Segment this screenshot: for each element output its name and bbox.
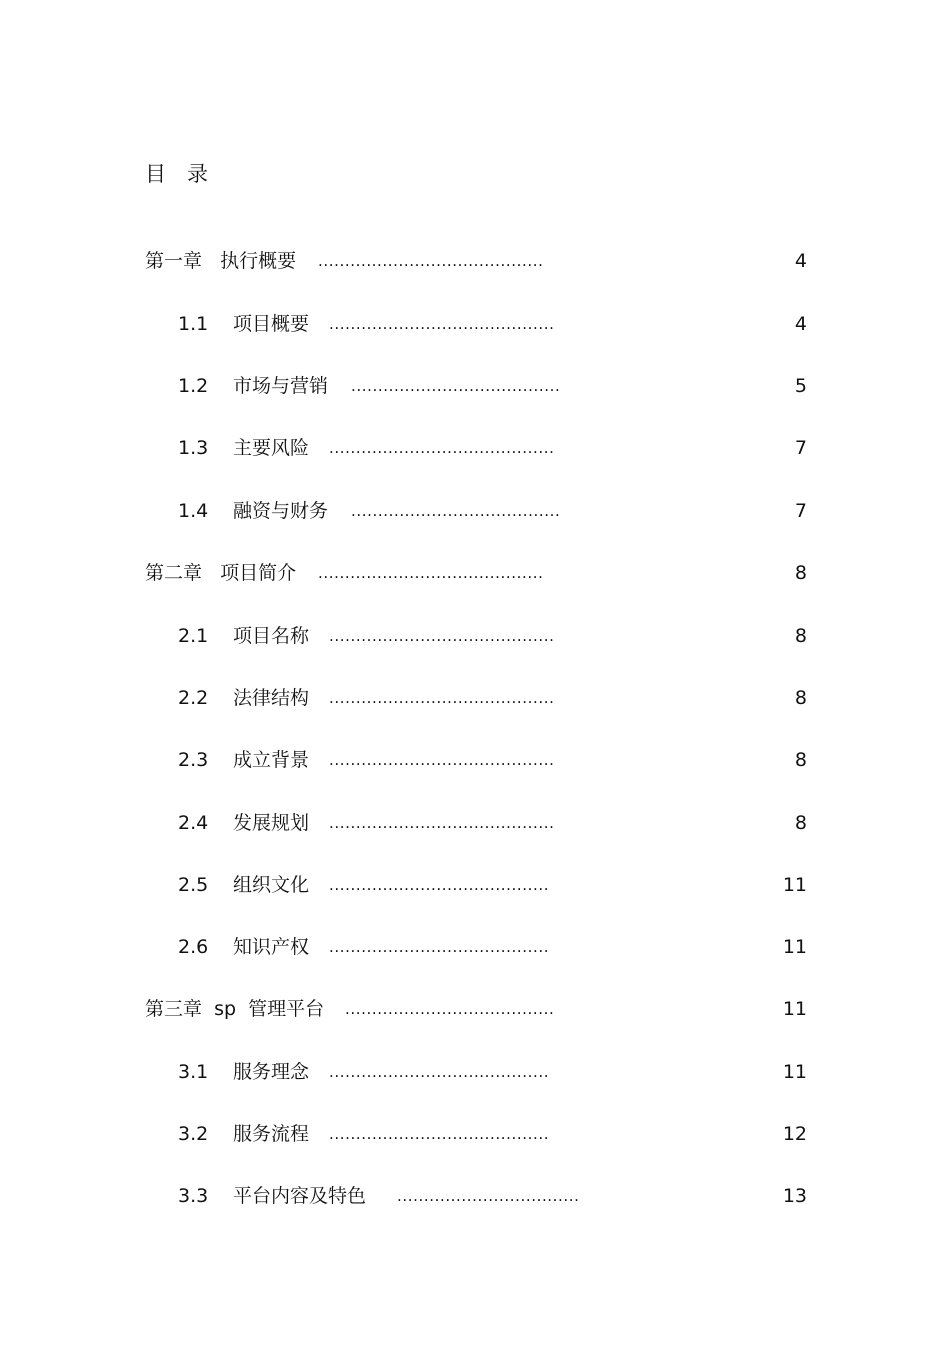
toc-entry-2-1[interactable] — [0, 621, 950, 651]
toc-section-number: 3.3 — [178, 1185, 209, 1207]
toc-page-number: 4 — [794, 250, 807, 272]
toc-entry-2-4[interactable] — [0, 808, 950, 838]
toc-page-number: 7 — [794, 437, 807, 459]
toc-leader-dots: ....................................... — [351, 502, 561, 520]
toc-page-number: 4 — [794, 313, 807, 335]
toc-entry-3-3[interactable] — [0, 1181, 950, 1211]
toc-leader-dots: .......................................... — [329, 627, 555, 645]
toc-page-number: 8 — [794, 562, 807, 584]
toc-entry-2-6[interactable] — [0, 932, 950, 962]
toc-entry-label: 项目名称 — [233, 625, 310, 647]
toc-entry-2-3[interactable] — [0, 745, 950, 775]
toc-section-number: 2.3 — [178, 749, 209, 771]
toc-leader-dots: ....................................... — [345, 1000, 555, 1018]
toc-entry-label: 服务理念 — [233, 1061, 310, 1083]
toc-entry-label: 组织文化 — [233, 874, 310, 896]
toc-entry-label: 市场与营销 — [233, 375, 329, 397]
toc-leader-dots: ......................................... — [329, 1063, 550, 1081]
toc-entry-1-2[interactable] — [0, 371, 950, 401]
toc-entry-label: 法律结构 — [233, 687, 310, 709]
toc-entry-3-2[interactable] — [0, 1119, 950, 1149]
toc-entry-1-4[interactable] — [0, 496, 950, 526]
toc-entry-label: 融资与财务 — [233, 500, 329, 522]
toc-page-number: 8 — [794, 687, 807, 709]
toc-leader-dots: ......................................... — [329, 876, 550, 894]
toc-section-number: 2.4 — [178, 812, 209, 834]
toc-leader-dots: .......................................... — [318, 252, 544, 270]
toc-entry-label: 知识产权 — [233, 936, 310, 958]
toc-leader-dots: ......................................... — [329, 1125, 550, 1143]
toc-page-number: 5 — [794, 375, 807, 397]
toc-leader-dots: .......................................... — [329, 689, 555, 707]
toc-section-number: 2.1 — [178, 625, 209, 647]
toc-entry-label: 第三章 sp 管理平台 — [145, 998, 325, 1020]
toc-leader-dots: .......................................... — [329, 439, 555, 457]
toc-leader-dots: .......................................... — [329, 315, 555, 333]
toc-entry-1-3[interactable] — [0, 433, 950, 463]
toc-section-number: 1.2 — [178, 375, 209, 397]
toc-entry-label: 成立背景 — [233, 749, 310, 771]
toc-entry-chapter-1[interactable] — [0, 246, 950, 276]
toc-entry-label: 主要风险 — [233, 437, 310, 459]
toc-section-number: 1.4 — [178, 500, 209, 522]
toc-entry-label: 项目概要 — [233, 313, 310, 335]
toc-entry-label: 第一章 执行概要 — [145, 250, 297, 272]
toc-entry-chapter-3[interactable] — [0, 994, 950, 1024]
toc-section-number: 3.1 — [178, 1061, 209, 1083]
toc-section-number: 2.5 — [178, 874, 209, 896]
toc-section-number: 1.1 — [178, 313, 209, 335]
toc-leader-dots: .......................................... — [318, 564, 544, 582]
toc-entry-label: 平台内容及特色 — [233, 1185, 367, 1207]
toc-page-number: 11 — [782, 998, 807, 1020]
toc-entry-2-5[interactable] — [0, 870, 950, 900]
toc-entry-1-1[interactable] — [0, 309, 950, 339]
toc-entry-3-1[interactable] — [0, 1057, 950, 1087]
toc-page-number: 8 — [794, 812, 807, 834]
toc-title: 目 录 — [145, 162, 208, 186]
toc-entry-label: 发展规划 — [233, 812, 310, 834]
toc-leader-dots: .......................................... — [329, 814, 555, 832]
toc-leader-dots: .................................. — [397, 1187, 580, 1205]
toc-entry-label: 第二章 项目简介 — [145, 562, 297, 584]
toc-page-number: 7 — [794, 500, 807, 522]
toc-entry-chapter-2[interactable] — [0, 558, 950, 588]
toc-section-number: 1.3 — [178, 437, 209, 459]
toc-section-number: 2.6 — [178, 936, 209, 958]
toc-page-number: 8 — [794, 625, 807, 647]
toc-section-number: 3.2 — [178, 1123, 209, 1145]
toc-leader-dots: ....................................... — [351, 377, 561, 395]
toc-section-number: 2.2 — [178, 687, 209, 709]
toc-leader-dots: ......................................... — [329, 938, 550, 956]
toc-page-number: 8 — [794, 749, 807, 771]
toc-page-number: 11 — [782, 936, 807, 958]
toc-page-number: 13 — [782, 1185, 807, 1207]
toc-page-number: 11 — [782, 874, 807, 896]
toc-leader-dots: .......................................... — [329, 751, 555, 769]
toc-page-number: 12 — [782, 1123, 807, 1145]
toc-page-number: 11 — [782, 1061, 807, 1083]
toc-entry-2-2[interactable] — [0, 683, 950, 713]
toc-entry-label: 服务流程 — [233, 1123, 310, 1145]
